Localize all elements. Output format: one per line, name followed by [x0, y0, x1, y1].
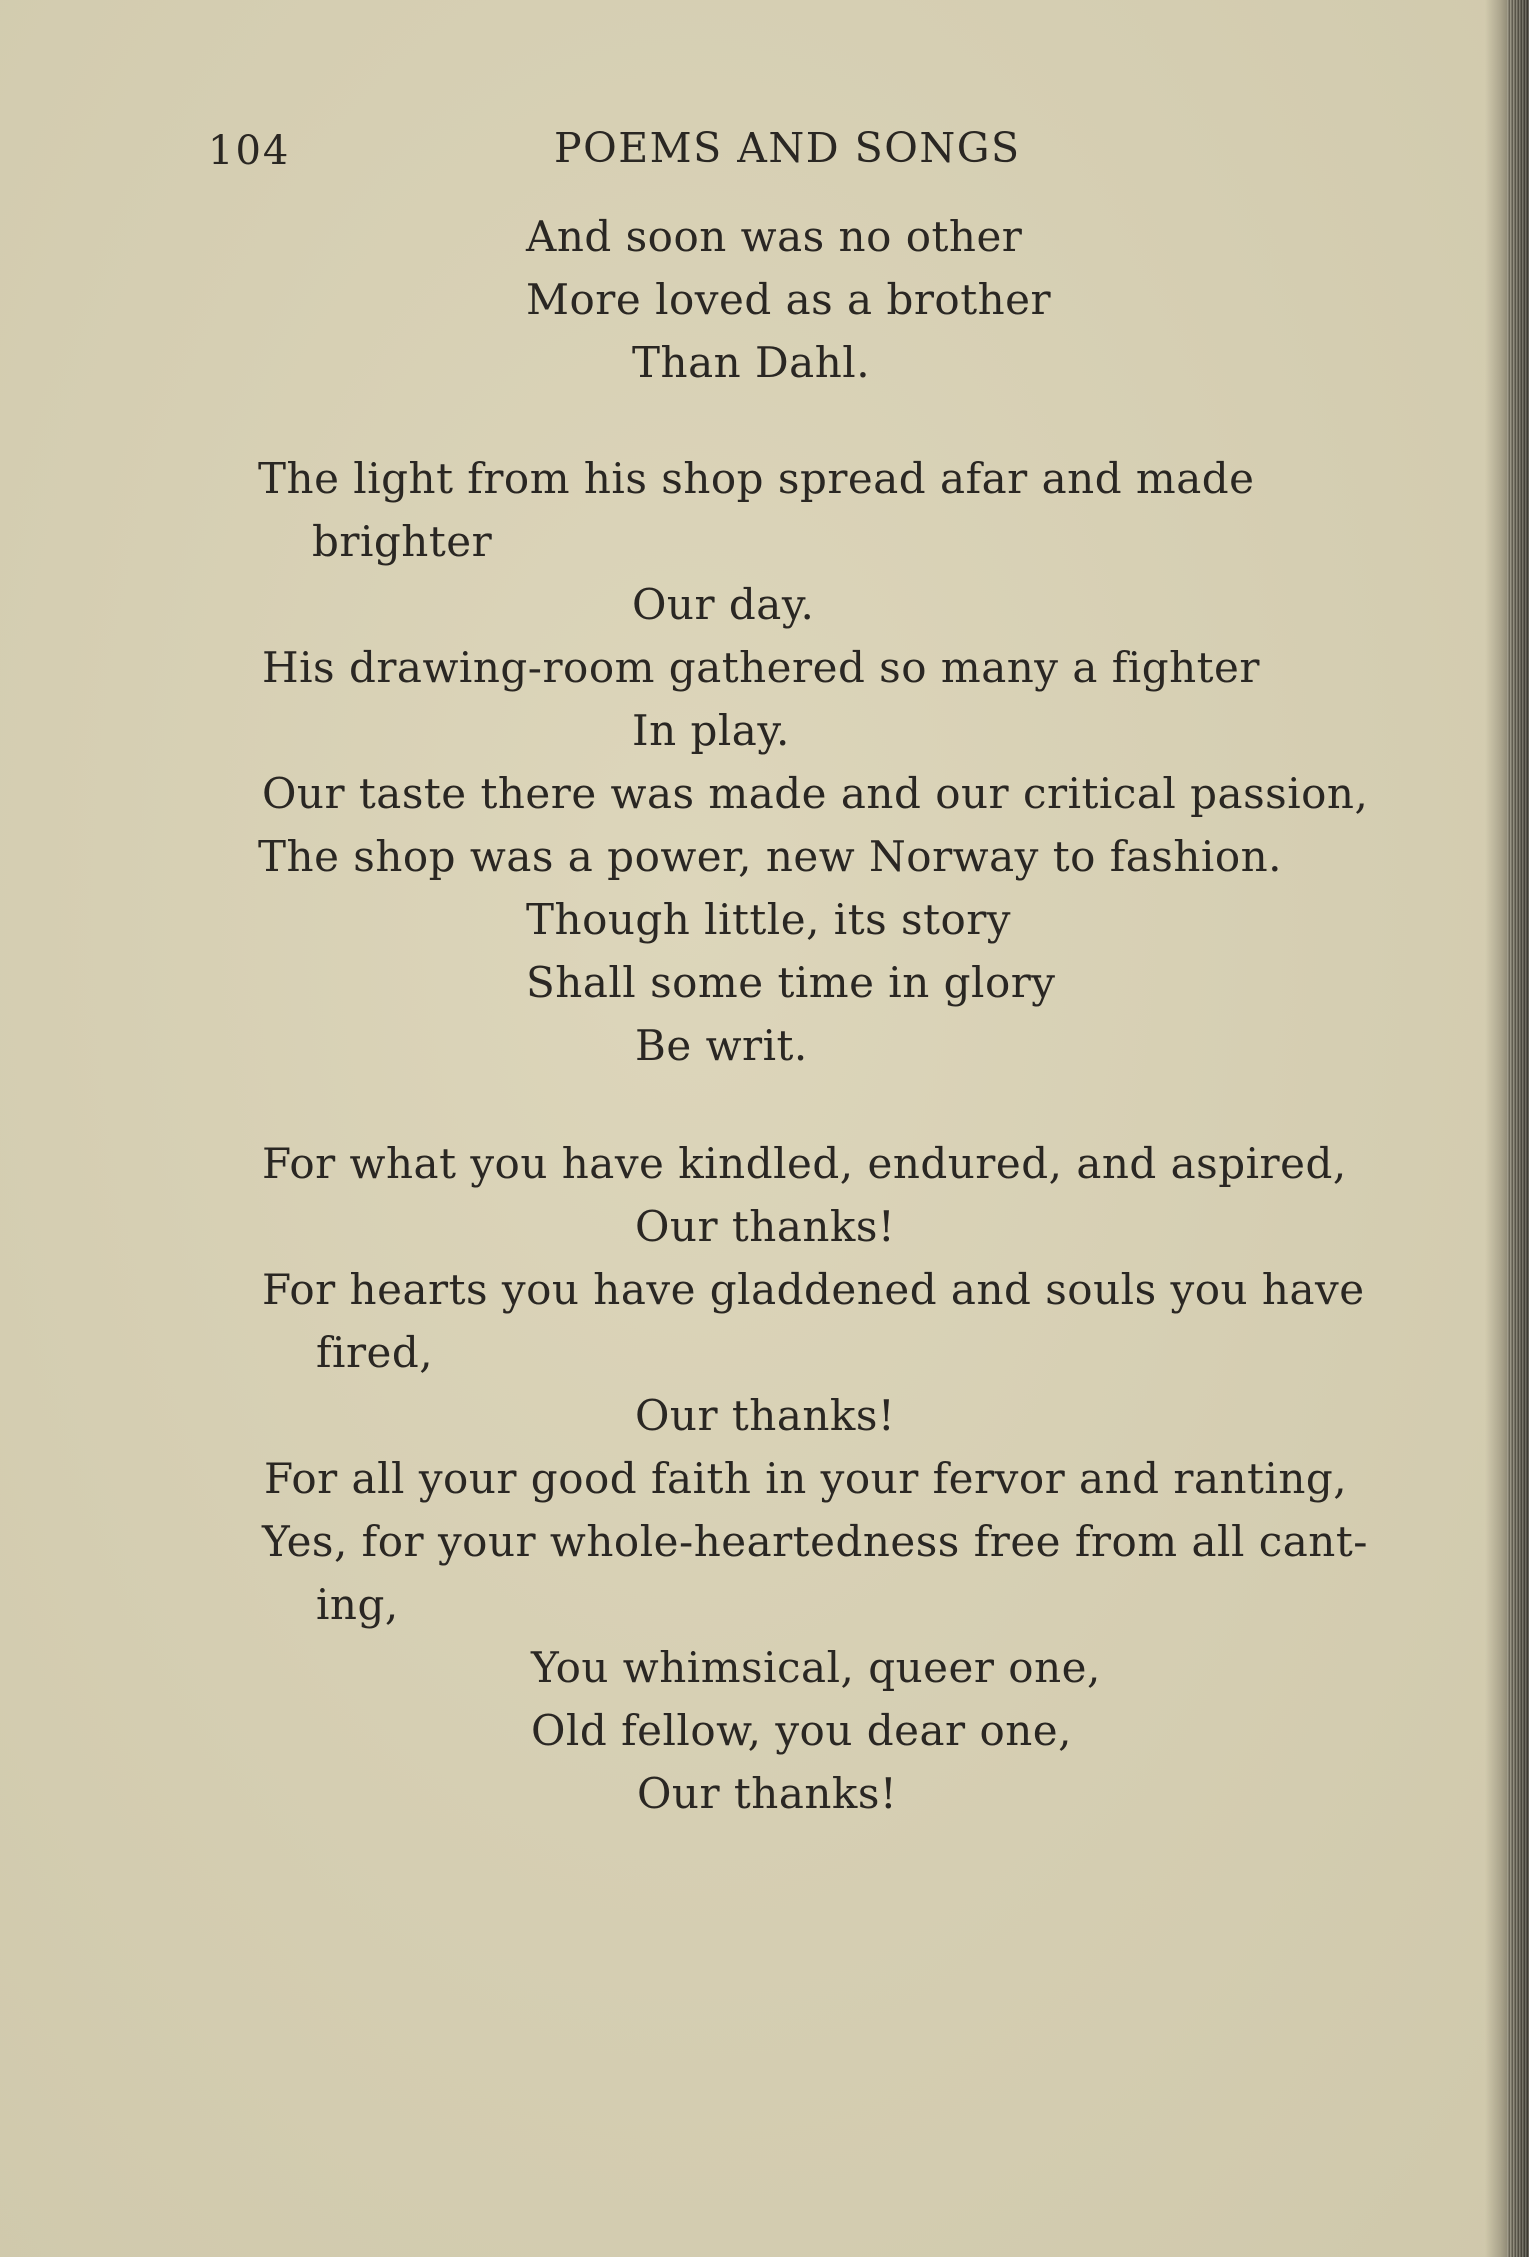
poem-line: The light from his shop spread afar and made [258, 454, 1255, 503]
poem-line: Our thanks! [635, 1202, 896, 1251]
page-stack-edge [1507, 0, 1529, 2257]
poem-line: Than Dahl. [632, 338, 871, 387]
poem-line: More loved as a brother [526, 275, 1052, 324]
poem-line: Our thanks! [635, 1391, 896, 1440]
poem-line: And soon was no other [526, 212, 1023, 261]
poem-line: You whimsical, queer one, [531, 1643, 1101, 1692]
poem-line: Our thanks! [637, 1769, 898, 1818]
poem-line: brighter [312, 517, 493, 566]
poem-line: The shop was a power, new Norway to fashion. [258, 832, 1283, 881]
poem-line: Yes, for your whole-heartedness free from all cant- [262, 1517, 1368, 1566]
book-title: POEMS AND SONGS [554, 124, 1021, 172]
poem-line: Our taste there was made and our critical passion, [262, 769, 1369, 818]
poem-line: fired, [316, 1328, 434, 1377]
poem-line: For what you have kindled, endured, and aspired, [262, 1139, 1347, 1188]
poem-line: Shall some time in glory [526, 958, 1056, 1007]
poem-line: Though little, its story [526, 895, 1012, 944]
running-head [0, 122, 1529, 182]
poem-line: Old fellow, you dear one, [531, 1706, 1072, 1755]
poem-line: In play. [632, 706, 790, 755]
poem-line: For hearts you have gladdened and souls you have [262, 1265, 1365, 1314]
poem-line: Our day. [632, 580, 815, 629]
poem-line: For all your good faith in your fervor and ranting, [264, 1454, 1348, 1503]
poem-line: Be writ. [635, 1021, 808, 1070]
page-number: 104 [208, 128, 291, 174]
poem-line: His drawing-room gathered so many a fighter [262, 643, 1260, 692]
poem-line: ing, [316, 1580, 399, 1629]
